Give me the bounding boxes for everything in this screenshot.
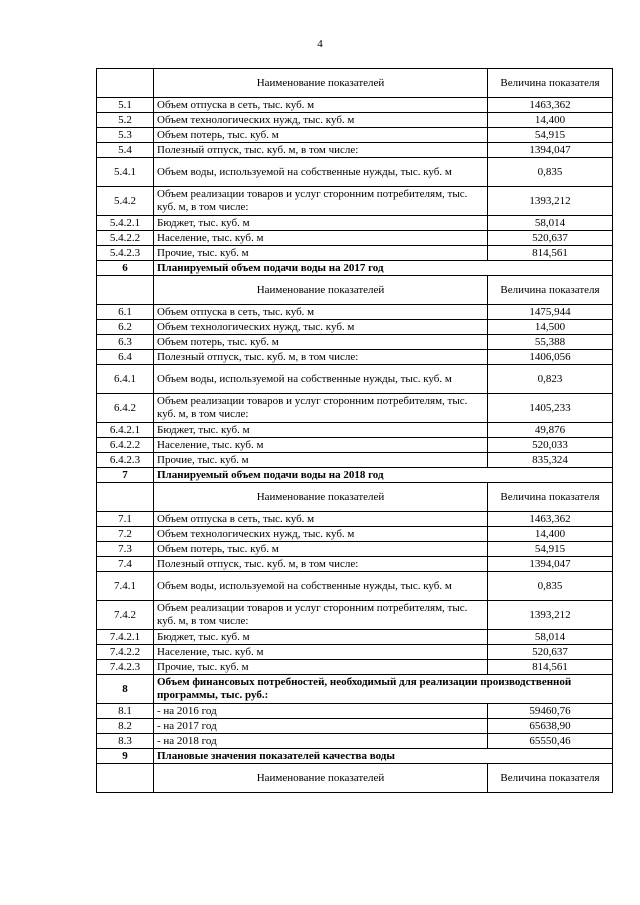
table-row: [97, 453, 613, 468]
table-header-row: [97, 69, 613, 98]
row-number: 7.4.2.1: [97, 630, 154, 645]
row-value: 835,324: [488, 453, 613, 468]
row-value: 520,637: [488, 231, 613, 246]
row-value: 58,014: [488, 630, 613, 645]
row-name: Объем технологических нужд, тыс. куб. м: [154, 527, 488, 542]
row-value: 1405,233: [488, 394, 613, 423]
row-name: Население, тыс. куб. м: [154, 438, 488, 453]
row-number: 5.4: [97, 143, 154, 158]
row-name: Объем реализации товаров и услуг сторонним потребителям, тыс. куб. м, в том числе:: [154, 187, 488, 216]
table-header-row: [97, 276, 613, 305]
row-value: 814,561: [488, 660, 613, 675]
row-number: 5.4.2.2: [97, 231, 154, 246]
row-number: 6.4: [97, 350, 154, 365]
section-row: [97, 468, 613, 483]
row-value: 1463,362: [488, 512, 613, 527]
section-title: Планируемый объем подачи воды на 2017 год: [154, 261, 613, 276]
indicators-table: [96, 68, 613, 793]
row-number: 5.4.2: [97, 187, 154, 216]
row-value: 1475,944: [488, 305, 613, 320]
section-title: Плановые значения показателей качества воды: [154, 749, 613, 764]
row-value: 1463,362: [488, 98, 613, 113]
row-number: 8.2: [97, 719, 154, 734]
table-row: [97, 305, 613, 320]
row-number: 5.4.1: [97, 158, 154, 187]
table-row: [97, 216, 613, 231]
row-name: Полезный отпуск, тыс. куб. м, в том числе:: [154, 143, 488, 158]
header-name-cell: Наименование показателей: [154, 483, 488, 512]
row-name: Прочие, тыс. куб. м: [154, 453, 488, 468]
row-name: Объем отпуска в сеть, тыс. куб. м: [154, 98, 488, 113]
row-name: Объем реализации товаров и услуг сторонним потребителям, тыс. куб. м, в том числе:: [154, 601, 488, 630]
row-number: 5.4.2.1: [97, 216, 154, 231]
row-value: 49,876: [488, 423, 613, 438]
row-name: Объем реализации товаров и услуг сторонним потребителям, тыс. куб. м, в том числе:: [154, 394, 488, 423]
row-number: 7.2: [97, 527, 154, 542]
row-value: 59460,76: [488, 704, 613, 719]
row-number: 6.4.2.2: [97, 438, 154, 453]
table-row: [97, 365, 613, 394]
row-number: 5.2: [97, 113, 154, 128]
section-number: 8: [97, 675, 154, 704]
table-row: [97, 231, 613, 246]
row-name: Объем воды, используемой на собственные нужды, тыс. куб. м: [154, 158, 488, 187]
table-row: [97, 320, 613, 335]
row-name: Бюджет, тыс. куб. м: [154, 216, 488, 231]
table-row: [97, 645, 613, 660]
row-number: 5.4.2.3: [97, 246, 154, 261]
header-num-cell: [97, 483, 154, 512]
table-row: [97, 719, 613, 734]
row-name: Бюджет, тыс. куб. м: [154, 423, 488, 438]
row-name: Полезный отпуск, тыс. куб. м, в том числе:: [154, 557, 488, 572]
row-number: 7.4.1: [97, 572, 154, 601]
row-value: 14,500: [488, 320, 613, 335]
row-value: 54,915: [488, 542, 613, 557]
page-number: 4: [317, 38, 323, 50]
section-title: Планируемый объем подачи воды на 2018 год: [154, 468, 613, 483]
row-name: Объем технологических нужд, тыс. куб. м: [154, 113, 488, 128]
header-num-cell: [97, 69, 154, 98]
row-number: 7.4.2.2: [97, 645, 154, 660]
row-number: 8.1: [97, 704, 154, 719]
row-number: 6.2: [97, 320, 154, 335]
row-name: Объем потерь, тыс. куб. м: [154, 128, 488, 143]
row-value: 1406,056: [488, 350, 613, 365]
row-value: 54,915: [488, 128, 613, 143]
table-row: [97, 246, 613, 261]
row-value: 14,400: [488, 113, 613, 128]
table-row: [97, 630, 613, 645]
row-number: 5.3: [97, 128, 154, 143]
header-value-cell: Величина показателя: [488, 764, 613, 793]
table-row: [97, 572, 613, 601]
table-row: [97, 423, 613, 438]
header-value-cell: Величина показателя: [488, 69, 613, 98]
row-name: Объем воды, используемой на собственные нужды, тыс. куб. м: [154, 572, 488, 601]
row-value: 55,388: [488, 335, 613, 350]
table-header-row: [97, 764, 613, 793]
header-value-cell: Величина показателя: [488, 276, 613, 305]
row-value: 1394,047: [488, 557, 613, 572]
row-name: Бюджет, тыс. куб. м: [154, 630, 488, 645]
header-num-cell: [97, 276, 154, 305]
row-value: 1394,047: [488, 143, 613, 158]
row-name: Объем отпуска в сеть, тыс. куб. м: [154, 512, 488, 527]
row-name: Полезный отпуск, тыс. куб. м, в том числе:: [154, 350, 488, 365]
table-row: [97, 527, 613, 542]
row-value: 0,835: [488, 158, 613, 187]
table-row: [97, 660, 613, 675]
row-value: 0,823: [488, 365, 613, 394]
row-number: 6.4.2.1: [97, 423, 154, 438]
header-value-cell: Величина показателя: [488, 483, 613, 512]
header-name-cell: Наименование показателей: [154, 69, 488, 98]
row-value: 814,561: [488, 246, 613, 261]
header-name-cell: Наименование показателей: [154, 764, 488, 793]
table-header-row: [97, 483, 613, 512]
row-name: Население, тыс. куб. м: [154, 231, 488, 246]
table-row: [97, 394, 613, 423]
row-number: 7.4.2: [97, 601, 154, 630]
row-value: 1393,212: [488, 601, 613, 630]
table-row: [97, 350, 613, 365]
row-name: - на 2018 год: [154, 734, 488, 749]
table-row: [97, 187, 613, 216]
row-name: - на 2016 год: [154, 704, 488, 719]
table-row: [97, 113, 613, 128]
row-name: Объем потерь, тыс. куб. м: [154, 335, 488, 350]
section-number: 7: [97, 468, 154, 483]
table-row: [97, 98, 613, 113]
row-number: 5.1: [97, 98, 154, 113]
row-value: 65638,90: [488, 719, 613, 734]
table-row: [97, 542, 613, 557]
row-number: 7.1: [97, 512, 154, 527]
section-number: 6: [97, 261, 154, 276]
table-row: [97, 158, 613, 187]
row-name: Объем отпуска в сеть, тыс. куб. м: [154, 305, 488, 320]
table-row: [97, 143, 613, 158]
table-row: [97, 128, 613, 143]
section-row: [97, 261, 613, 276]
row-value: 520,033: [488, 438, 613, 453]
row-value: 65550,46: [488, 734, 613, 749]
table-row: [97, 335, 613, 350]
row-value: 1393,212: [488, 187, 613, 216]
header-name-cell: Наименование показателей: [154, 276, 488, 305]
row-name: Объем воды, используемой на собственные нужды, тыс. куб. м: [154, 365, 488, 394]
row-value: 14,400: [488, 527, 613, 542]
section-row: [97, 749, 613, 764]
row-number: 7.4: [97, 557, 154, 572]
row-value: 520,637: [488, 645, 613, 660]
row-number: 7.4.2.3: [97, 660, 154, 675]
row-number: 6.4.2: [97, 394, 154, 423]
row-value: 0,835: [488, 572, 613, 601]
table-row: [97, 512, 613, 527]
row-number: 6.4.1: [97, 365, 154, 394]
header-num-cell: [97, 764, 154, 793]
section-row: [97, 675, 613, 704]
row-value: 58,014: [488, 216, 613, 231]
table-row: [97, 438, 613, 453]
row-number: 6.3: [97, 335, 154, 350]
row-number: 7.3: [97, 542, 154, 557]
row-name: Объем технологических нужд, тыс. куб. м: [154, 320, 488, 335]
row-name: Прочие, тыс. куб. м: [154, 246, 488, 261]
row-name: - на 2017 год: [154, 719, 488, 734]
row-number: 6.1: [97, 305, 154, 320]
row-name: Население, тыс. куб. м: [154, 645, 488, 660]
row-number: 6.4.2.3: [97, 453, 154, 468]
table-row: [97, 601, 613, 630]
table-row: [97, 557, 613, 572]
table-row: [97, 734, 613, 749]
row-name: Объем потерь, тыс. куб. м: [154, 542, 488, 557]
table-row: [97, 704, 613, 719]
row-name: Прочие, тыс. куб. м: [154, 660, 488, 675]
row-number: 8.3: [97, 734, 154, 749]
section-number: 9: [97, 749, 154, 764]
section-title: Объем финансовых потребностей, необходимый для реализации производственной программы, тыс. руб.:: [154, 675, 613, 704]
